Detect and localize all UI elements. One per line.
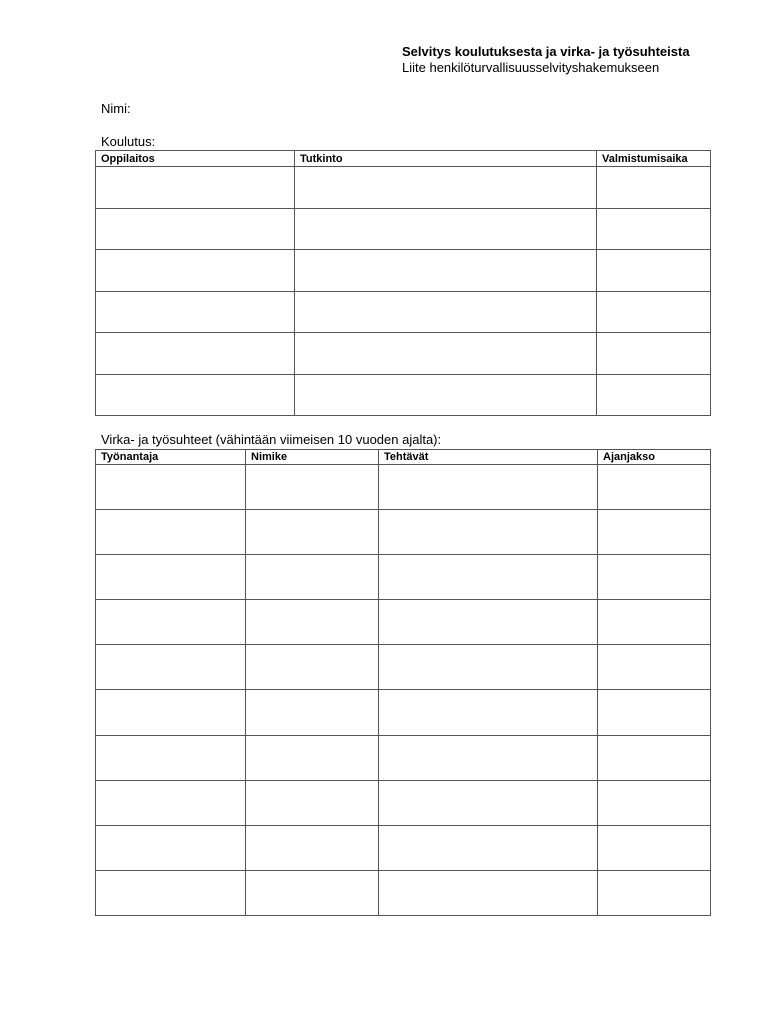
- table-cell[interactable]: [597, 250, 711, 292]
- table-cell[interactable]: [96, 600, 246, 645]
- table-cell[interactable]: [597, 374, 711, 416]
- table-cell[interactable]: [295, 333, 597, 375]
- table-cell[interactable]: [96, 510, 246, 555]
- table-row: [96, 374, 711, 416]
- table-cell[interactable]: [96, 780, 246, 825]
- table-cell[interactable]: [379, 825, 598, 870]
- table-cell[interactable]: [379, 645, 598, 690]
- table-cell[interactable]: [598, 600, 711, 645]
- table-cell[interactable]: [379, 555, 598, 600]
- table-cell[interactable]: [598, 735, 711, 780]
- table-cell[interactable]: [598, 555, 711, 600]
- table-cell[interactable]: [96, 374, 295, 416]
- table-cell[interactable]: [96, 250, 295, 292]
- column-header-tyonantaja: Työnantaja: [96, 450, 246, 465]
- table-cell[interactable]: [295, 208, 597, 250]
- table-cell[interactable]: [597, 208, 711, 250]
- table-cell[interactable]: [379, 465, 598, 510]
- education-label: Koulutus:: [101, 134, 156, 149]
- document-subtitle: Liite henkilöturvallisuusselvityshakemukseen: [402, 60, 660, 75]
- table-row: [96, 600, 711, 645]
- table-row: [96, 645, 711, 690]
- table-row: [96, 333, 711, 375]
- table-cell[interactable]: [246, 780, 379, 825]
- table-cell[interactable]: [379, 510, 598, 555]
- table-cell[interactable]: [96, 465, 246, 510]
- table-row: [96, 735, 711, 780]
- table-cell[interactable]: [295, 167, 597, 209]
- table-row: [96, 465, 711, 510]
- table-cell[interactable]: [379, 735, 598, 780]
- table-cell[interactable]: [598, 870, 711, 915]
- education-table: [95, 150, 711, 416]
- table-cell[interactable]: [246, 555, 379, 600]
- table-row: [96, 555, 711, 600]
- table-cell[interactable]: [246, 645, 379, 690]
- table-cell[interactable]: [96, 555, 246, 600]
- column-header-tutkinto: Tutkinto: [295, 151, 597, 167]
- table-row: [96, 825, 711, 870]
- employment-table: [95, 449, 711, 916]
- education-header-row: [96, 151, 711, 167]
- table-row: [96, 870, 711, 915]
- table-row: [96, 208, 711, 250]
- table-cell[interactable]: [96, 690, 246, 735]
- document-header: [402, 44, 690, 76]
- table-cell[interactable]: [379, 600, 598, 645]
- table-cell[interactable]: [246, 600, 379, 645]
- table-cell[interactable]: [598, 645, 711, 690]
- table-row: [96, 510, 711, 555]
- column-header-tehtavat: Tehtävät: [379, 450, 598, 465]
- employment-header-row: [96, 450, 711, 465]
- employment-label: Virka- ja työsuhteet (vähintään viimeisen 10 vuoden ajalta):: [101, 432, 442, 447]
- table-cell[interactable]: [246, 735, 379, 780]
- name-label: Nimi:: [101, 101, 131, 116]
- table-cell[interactable]: [598, 780, 711, 825]
- table-cell[interactable]: [295, 250, 597, 292]
- column-header-valmistumisaika: Valmistumisaika: [597, 151, 711, 167]
- table-row: [96, 780, 711, 825]
- table-row: [96, 250, 711, 292]
- table-cell[interactable]: [246, 825, 379, 870]
- table-cell[interactable]: [96, 333, 295, 375]
- table-cell[interactable]: [597, 333, 711, 375]
- table-row: [96, 690, 711, 735]
- table-cell[interactable]: [597, 291, 711, 333]
- table-cell[interactable]: [246, 465, 379, 510]
- column-header-nimike: Nimike: [246, 450, 379, 465]
- table-row: [96, 291, 711, 333]
- table-cell[interactable]: [598, 825, 711, 870]
- table-cell[interactable]: [598, 690, 711, 735]
- table-cell[interactable]: [96, 735, 246, 780]
- column-header-ajanjakso: Ajanjakso: [598, 450, 711, 465]
- table-row: [96, 167, 711, 209]
- table-cell[interactable]: [246, 690, 379, 735]
- table-cell[interactable]: [597, 167, 711, 209]
- table-cell[interactable]: [246, 870, 379, 915]
- table-cell[interactable]: [295, 291, 597, 333]
- document-title: Selvitys koulutuksesta ja virka- ja työsuhteista: [402, 44, 690, 59]
- table-cell[interactable]: [598, 510, 711, 555]
- column-header-oppilaitos: Oppilaitos: [96, 151, 295, 167]
- table-cell[interactable]: [96, 825, 246, 870]
- table-cell[interactable]: [96, 645, 246, 690]
- table-cell[interactable]: [96, 291, 295, 333]
- table-cell[interactable]: [295, 374, 597, 416]
- table-cell[interactable]: [96, 167, 295, 209]
- table-cell[interactable]: [379, 690, 598, 735]
- table-cell[interactable]: [598, 465, 711, 510]
- table-cell[interactable]: [96, 870, 246, 915]
- table-cell[interactable]: [379, 870, 598, 915]
- table-cell[interactable]: [96, 208, 295, 250]
- table-cell[interactable]: [246, 510, 379, 555]
- table-cell[interactable]: [379, 780, 598, 825]
